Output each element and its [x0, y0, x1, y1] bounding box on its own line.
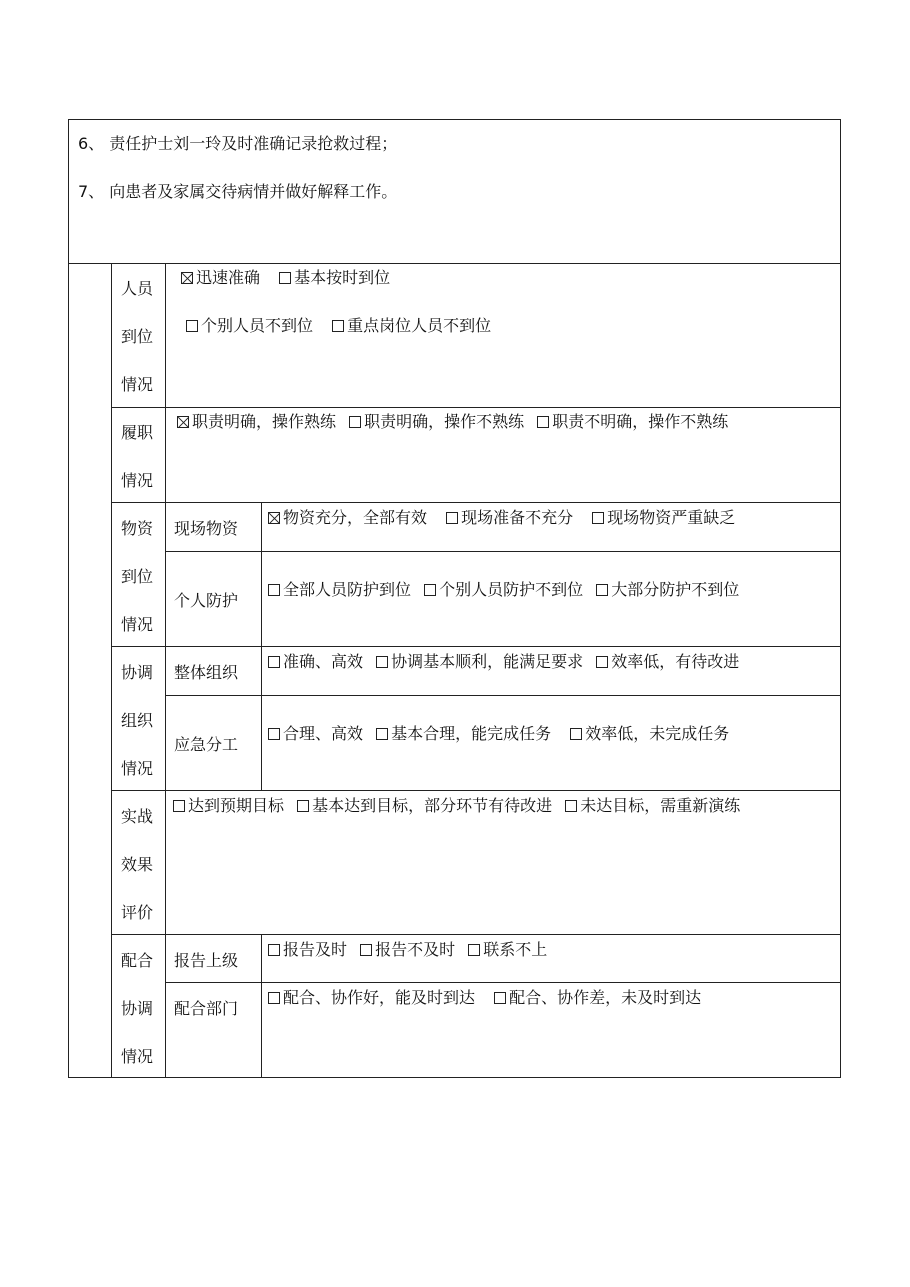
option-label: 效率低，未完成任务: [585, 724, 730, 743]
subcategory-overall-organization: 整体组织: [174, 663, 239, 682]
category-label: 配合: [121, 951, 154, 970]
checkbox-icon[interactable]: [268, 656, 280, 668]
option-item[interactable]: [349, 412, 524, 432]
checkbox-icon[interactable]: [424, 584, 436, 596]
option-label: 基本按时到位: [294, 268, 391, 287]
option-item[interactable]: [494, 988, 701, 1008]
option-label: 合理、高效: [283, 724, 364, 743]
checkbox-checked-icon[interactable]: [181, 272, 193, 284]
checkbox-icon[interactable]: [494, 992, 506, 1004]
options-overall-organization: [268, 652, 739, 672]
option-label: 个别人员不到位: [201, 316, 314, 335]
checkbox-icon[interactable]: [565, 800, 577, 812]
category-label: 评价: [121, 903, 154, 922]
options-site-supplies: [268, 508, 735, 528]
checkbox-icon[interactable]: [468, 944, 480, 956]
checkbox-icon[interactable]: [349, 416, 361, 428]
checkbox-icon[interactable]: [268, 584, 280, 596]
options-emergency-division: [268, 724, 729, 744]
option-item[interactable]: [332, 316, 491, 336]
checkbox-icon[interactable]: [446, 512, 458, 524]
option-item[interactable]: [376, 724, 551, 744]
checkbox-icon[interactable]: [332, 320, 344, 332]
category-label: 履职: [121, 423, 154, 442]
option-label: 迅速准确: [196, 268, 261, 287]
checkbox-icon[interactable]: [268, 992, 280, 1004]
checkbox-icon[interactable]: [360, 944, 372, 956]
checkbox-icon[interactable]: [596, 656, 608, 668]
option-label: 全部人员防护到位: [283, 580, 412, 599]
option-label: 个别人员防护不到位: [439, 580, 584, 599]
checkbox-icon[interactable]: [596, 584, 608, 596]
checkbox-icon[interactable]: [537, 416, 549, 428]
category-label: 协调: [121, 663, 154, 682]
option-label: 物资充分，全部有效: [283, 508, 428, 527]
category-label: 情况: [121, 1047, 154, 1066]
checkbox-checked-icon[interactable]: [177, 416, 189, 428]
category-label: 效果: [121, 855, 154, 874]
category-label: 情况: [121, 759, 154, 778]
option-label: 现场物资严重缺乏: [607, 508, 736, 527]
option-item[interactable]: [268, 508, 427, 528]
options-duty: [177, 412, 728, 432]
option-item[interactable]: [570, 724, 729, 744]
option-item[interactable]: [297, 796, 552, 816]
option-item[interactable]: [268, 652, 363, 672]
subcategory-report-superior: 报告上级: [174, 951, 239, 970]
subcategory-personal-protection: 个人防护: [174, 591, 239, 610]
option-item[interactable]: [268, 580, 411, 600]
option-item[interactable]: [268, 940, 347, 960]
option-label: 配合、协作差，未及时到达: [509, 988, 702, 1007]
option-label: 未达目标，需重新演练: [580, 796, 741, 815]
option-item[interactable]: [177, 412, 336, 432]
option-label: 现场准备不充分: [461, 508, 574, 527]
checkbox-icon[interactable]: [376, 728, 388, 740]
category-label: 人员: [121, 279, 154, 298]
option-item[interactable]: [596, 580, 739, 600]
options-personal-protection: [268, 580, 739, 600]
checkbox-checked-icon[interactable]: [268, 512, 280, 524]
option-item[interactable]: [268, 988, 475, 1008]
option-item[interactable]: [424, 580, 583, 600]
category-label: 实战: [121, 807, 154, 826]
option-item[interactable]: [537, 412, 728, 432]
option-label: 基本达到目标，部分环节有待改进: [312, 796, 553, 815]
options-personnel-row2: [186, 316, 491, 336]
option-item[interactable]: [565, 796, 740, 816]
category-label: 情况: [121, 375, 154, 394]
checkbox-icon[interactable]: [376, 656, 388, 668]
checkbox-icon[interactable]: [592, 512, 604, 524]
option-label: 职责明确，操作熟练: [192, 412, 337, 431]
option-label: 重点岗位人员不到位: [347, 316, 492, 335]
subcategory-site-supplies: 现场物资: [174, 519, 239, 538]
category-label: 到位: [121, 327, 154, 346]
option-label: 职责不明确，操作不熟练: [552, 412, 729, 431]
option-item[interactable]: [376, 652, 583, 672]
option-label: 报告及时: [283, 940, 348, 959]
step-6: 6、 责任护士刘一玲及时准确记录抢救过程；: [78, 134, 398, 153]
option-item[interactable]: [186, 316, 313, 336]
option-item[interactable]: [592, 508, 735, 528]
options-report-superior: [268, 940, 547, 960]
checkbox-icon[interactable]: [186, 320, 198, 332]
option-label: 大部分防护不到位: [611, 580, 740, 599]
category-label: 到位: [121, 567, 154, 586]
option-label: 联系不上: [483, 940, 548, 959]
category-label: 协调: [121, 999, 154, 1018]
category-label: 情况: [121, 615, 154, 634]
checkbox-icon[interactable]: [173, 800, 185, 812]
option-item[interactable]: [596, 652, 739, 672]
subcategory-emergency-division: 应急分工: [174, 735, 239, 754]
step-7: 7、 向患者及家属交待病情并做好解释工作。: [78, 182, 398, 201]
checkbox-icon[interactable]: [268, 728, 280, 740]
option-item[interactable]: [360, 940, 455, 960]
option-label: 基本合理，能完成任务: [391, 724, 552, 743]
checkbox-icon[interactable]: [297, 800, 309, 812]
checkbox-icon[interactable]: [570, 728, 582, 740]
category-label: 物资: [121, 519, 154, 538]
option-label: 达到预期目标: [188, 796, 285, 815]
option-label: 效率低，有待改进: [611, 652, 740, 671]
subcategory-cooperating-departments: 配合部门: [174, 999, 239, 1018]
option-item[interactable]: [279, 268, 390, 288]
option-item[interactable]: [173, 796, 284, 816]
option-item[interactable]: [446, 508, 573, 528]
option-label: 职责明确，操作不熟练: [364, 412, 525, 431]
category-label: 情况: [121, 471, 154, 490]
options-effect: [173, 796, 740, 816]
option-label: 配合、协作好，能及时到达: [283, 988, 476, 1007]
option-item[interactable]: [181, 268, 260, 288]
checkbox-icon[interactable]: [268, 944, 280, 956]
options-cooperating-departments: [268, 988, 701, 1008]
option-label: 报告不及时: [375, 940, 456, 959]
checkbox-icon[interactable]: [279, 272, 291, 284]
option-label: 准确、高效: [283, 652, 364, 671]
category-label: 组织: [121, 711, 154, 730]
options-personnel-row1: [181, 268, 390, 288]
option-item[interactable]: [468, 940, 547, 960]
option-label: 协调基本顺利，能满足要求: [391, 652, 584, 671]
option-item[interactable]: [268, 724, 363, 744]
